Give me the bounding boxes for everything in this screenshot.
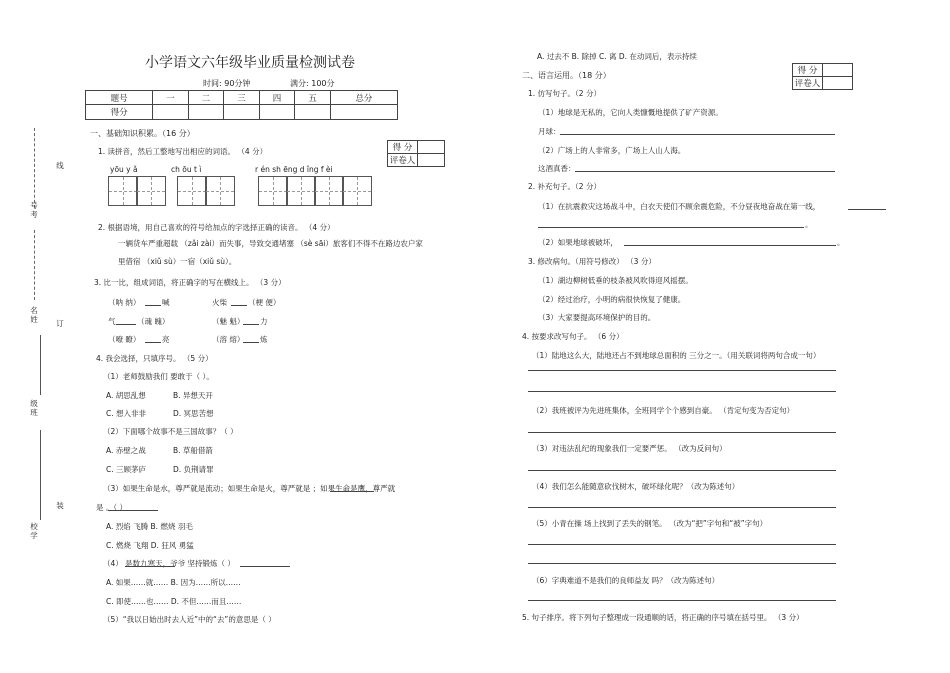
score-cell[interactable] <box>259 105 295 120</box>
score-cell[interactable] <box>188 105 224 120</box>
score-cell[interactable] <box>224 105 260 120</box>
binding-label-xiao: 校 <box>30 522 38 531</box>
score-table-head-3: 三 <box>224 91 260 105</box>
q3-r1d: （梗 便） <box>248 298 281 307</box>
r-q1-1: （1）地球是无私的，它向人类慷慨地提供了矿产资源。 <box>538 108 723 117</box>
answer-line[interactable] <box>330 491 374 492</box>
binding-label-ming: 名 <box>30 306 38 315</box>
score-table-row-label: 得分 <box>86 105 153 120</box>
score-table-head-4: 四 <box>259 91 295 105</box>
q3-text: 3. 比一比，组成词语，将正确字的写在横线上。 （3 分） <box>94 278 286 287</box>
binding-label-kao: 考 <box>30 210 38 219</box>
r-q2-2: （2）如果地球被破坏， <box>538 238 618 247</box>
binding-label-xian: 线 <box>56 161 64 170</box>
r-q4: 4. 按要求改写句子。 （6 分） <box>522 332 624 341</box>
grader-score-cell[interactable] <box>418 141 445 154</box>
q3-r1a: （呐 纳） <box>108 298 141 307</box>
writing-box[interactable] <box>108 176 138 206</box>
answer-line[interactable] <box>116 324 136 325</box>
q2-line2: 里借宿 （xiǔ sù）一宿（xiǔ sù）。 <box>118 257 237 266</box>
writing-box[interactable] <box>314 176 344 206</box>
r-q5: 5. 句子排序。将下列句子整理成一段通顺的话，将正确的序号填在括号里。 （3 分） <box>522 613 804 622</box>
score-table <box>85 90 398 120</box>
writing-box[interactable] <box>342 176 372 206</box>
q4-3: （3）如果生命是水，尊严就是流动；如果生命是火，尊严就是 ；如果生命是鹰，尊严就 <box>103 484 396 493</box>
score-cell[interactable] <box>295 105 331 120</box>
r-q4-5: （5）小青在操 场上找到了丢失的钢笔。 （改为“把”字句和“被”字句） <box>532 519 768 528</box>
answer-line[interactable] <box>528 600 836 601</box>
r-q4-1: （1）陆地这么大，陆地还占不到地球总面积的 三分之一。（用关联词将两句合成一句） <box>532 351 821 360</box>
q3-r3a: （嘹 瞭） <box>108 335 141 344</box>
pinyin-3: r én sh ēng d ǐng f èi <box>255 165 333 174</box>
writing-box[interactable] <box>258 176 288 206</box>
q4-4: （4） 是数九寒天，爷爷 坚持锻炼（ ） <box>103 559 235 568</box>
score-table-head-2: 二 <box>188 91 224 105</box>
answer-line[interactable] <box>108 510 158 511</box>
q4-4a: A. 如果……就…… B. 因为……所以…… <box>106 578 241 587</box>
q4-2d: D. 负荆请罪 <box>173 465 214 474</box>
answer-line[interactable] <box>528 563 836 564</box>
binding-label-zhuang: 装 <box>56 501 64 510</box>
answer-line[interactable] <box>528 470 836 471</box>
q3-r2c: （魅 魁） <box>212 317 245 326</box>
grader-name-cell[interactable] <box>823 77 853 90</box>
binding-label-ji: 级 <box>30 399 38 408</box>
q3-r2a: 气 <box>108 317 116 326</box>
binding-label-ding: 订 <box>56 319 64 328</box>
answer-line[interactable] <box>240 566 290 567</box>
binding-label-ban: 班 <box>30 408 38 417</box>
q3-r1b: 喊 <box>162 298 170 307</box>
score-cell[interactable] <box>153 105 189 120</box>
q2-line1: 一辆货车严重超载 （zǎi zài）而失事，导致交通堵塞 （sè sāi）旅客们不得不在路边农户家 <box>118 239 423 248</box>
q2-text: 2. 根据语境，用自己喜欢的符号给加点的字选择正确的读音。 （4 分） <box>98 223 335 232</box>
answer-line[interactable] <box>560 134 835 135</box>
binding-label-hao: 号 <box>30 201 38 210</box>
r-q3-1: （1）湖边柳树低垂的枝条被风吹得迎风摇摆。 <box>538 276 693 285</box>
binding-line-1 <box>40 335 41 395</box>
answer-line[interactable] <box>243 324 259 325</box>
page-title: 小学语文六年级毕业质量检测试卷 <box>145 55 355 71</box>
q4-text: 4. 我会选择，只填序号。 （5 分） <box>96 354 213 363</box>
q3-r1c: 火柴 <box>212 298 227 307</box>
answer-line[interactable] <box>145 342 161 343</box>
answer-line[interactable] <box>575 171 835 172</box>
grader-box-right <box>792 63 853 90</box>
r-q4-3: （3）对违法乱纪的现象我们一定要严惩。 （改为反问句） <box>532 444 727 453</box>
r-q3-3: （3）大家要提高环境保护的目的。 <box>538 313 656 322</box>
r-q1-2b: 这酒真香： <box>538 164 576 173</box>
q3-r2b: （魂 魄） <box>137 317 170 326</box>
q4-1b: B. 异想天开 <box>173 391 213 400</box>
grader-name-cell[interactable] <box>418 154 445 167</box>
grader-score-label: 得 分 <box>388 141 418 154</box>
score-table-head-1: 一 <box>153 91 189 105</box>
top-options: A. 过去不 B. 除掉 C. 离 D. 在动词后，表示持续 <box>537 52 697 61</box>
q4-1a: A. 胡思乱想 <box>106 391 146 400</box>
q4-2b: B. 草船借箭 <box>173 446 213 455</box>
binding-label-xue: 学 <box>30 531 38 540</box>
binding-label-xing: 姓 <box>30 315 38 324</box>
score-label: 满分: 100分 <box>290 79 335 88</box>
answer-line[interactable] <box>528 391 836 392</box>
r-q3: 3. 修改病句。（用符号修改） （3 分） <box>528 257 656 266</box>
q3-r3d: 炼 <box>260 335 268 344</box>
q4-3a: A. 烈焰 飞腾 B. 燃烧 羽毛 <box>106 522 193 531</box>
q3-r3c: （溶 熔） <box>212 335 245 344</box>
q3-r3b: 亮 <box>162 335 170 344</box>
r-q1-1b: 月球： <box>538 127 561 136</box>
answer-line[interactable] <box>231 305 247 306</box>
binding-dash-1 <box>34 128 35 208</box>
answer-line[interactable] <box>624 245 836 246</box>
answer-line[interactable] <box>538 227 804 228</box>
answer-line[interactable] <box>243 342 259 343</box>
score-table-head-5: 五 <box>295 91 331 105</box>
r-q2-1-end: 。 <box>805 220 813 229</box>
grader-score-label: 得 分 <box>793 64 823 77</box>
answer-line[interactable] <box>848 209 886 210</box>
writing-box[interactable] <box>177 176 207 206</box>
writing-box[interactable] <box>286 176 316 206</box>
r-q3-2: （2）经过治疗，小明的病很快恢复了健康。 <box>538 295 686 304</box>
answer-line[interactable] <box>528 544 836 545</box>
score-cell[interactable] <box>330 105 397 120</box>
score-table-head-0: 题号 <box>86 91 153 105</box>
section-1-title: 一、基础知识积累。（16 分） <box>90 129 195 138</box>
q4-2a: A. 赤壁之战 <box>106 446 146 455</box>
answer-line[interactable] <box>528 370 836 371</box>
answer-line[interactable] <box>145 305 161 306</box>
q4-3c: C. 燃烧 飞翔 D. 狂风 勇猛 <box>106 541 194 550</box>
r-q4-6: （6）字典难道不是我们的良师益友 吗？（改为陈述句） <box>532 576 720 585</box>
q4-4c: C. 即使……也…… D. 不但……而且…… <box>106 597 242 606</box>
grader-name-label: 评卷人 <box>793 77 823 90</box>
q4-1c: C. 想入非非 <box>106 409 147 418</box>
r-q2-1: （1）在抗震救灾这场战斗中，白衣天使们不顾余震危险，不分昼夜地奋战在第一线， <box>538 202 821 211</box>
binding-dash-2 <box>34 230 35 300</box>
r-q2: 2. 补充句子。（2 分） <box>528 182 601 191</box>
r-q1-2: （2）广场上的人非常多，广场上人山人海。 <box>538 146 686 155</box>
q4-2: （2）下面哪个故事不是三国故事？（ ） <box>103 427 238 436</box>
score-table-head-6: 总分 <box>330 91 397 105</box>
q4-1d: D. 冥思苦想 <box>173 409 214 418</box>
grader-name-label: 评卷人 <box>388 154 418 167</box>
time-label: 时间: 90分钟 <box>203 79 251 88</box>
q3-r2d: 力 <box>260 317 268 326</box>
q1-text: 1. 读拼音，然后工整地写出相应的词语。 （4 分） <box>98 147 268 156</box>
q4-2c: C. 三顾茅庐 <box>106 465 147 474</box>
writing-box[interactable] <box>136 176 166 206</box>
r-q2-2-end: 。 <box>837 238 845 247</box>
grader-box-left <box>387 140 445 167</box>
section-2-title: 二、语言运用。（18 分） <box>522 71 611 80</box>
q4-1: （1）老师鼓励我们 要敢于（ ）。 <box>103 372 214 381</box>
r-q4-2: （2）我班被评为先进班集体，全班同学个个感到自豪。 （肯定句变为否定句） <box>532 406 795 415</box>
q4-3b: 是 。（ ） <box>96 503 128 512</box>
pinyin-2: ch ōu t ì <box>171 165 202 174</box>
answer-line[interactable] <box>125 566 175 567</box>
grader-score-cell[interactable] <box>823 64 853 77</box>
q4-5: （5）“我以日始出时去人近”中的“去”的意思是（ ） <box>103 615 276 624</box>
answer-line[interactable] <box>528 507 836 508</box>
answer-line[interactable] <box>528 432 836 433</box>
r-q1: 1. 仿写句子。（2 分） <box>528 89 601 98</box>
writing-box[interactable] <box>205 176 235 206</box>
r-q4-4: （4）我们怎么能随意砍伐树木，破坏绿化呢？（改为陈述句） <box>532 482 740 491</box>
pinyin-1: yōu y ǎ <box>110 165 138 174</box>
binding-line-2 <box>40 430 41 520</box>
